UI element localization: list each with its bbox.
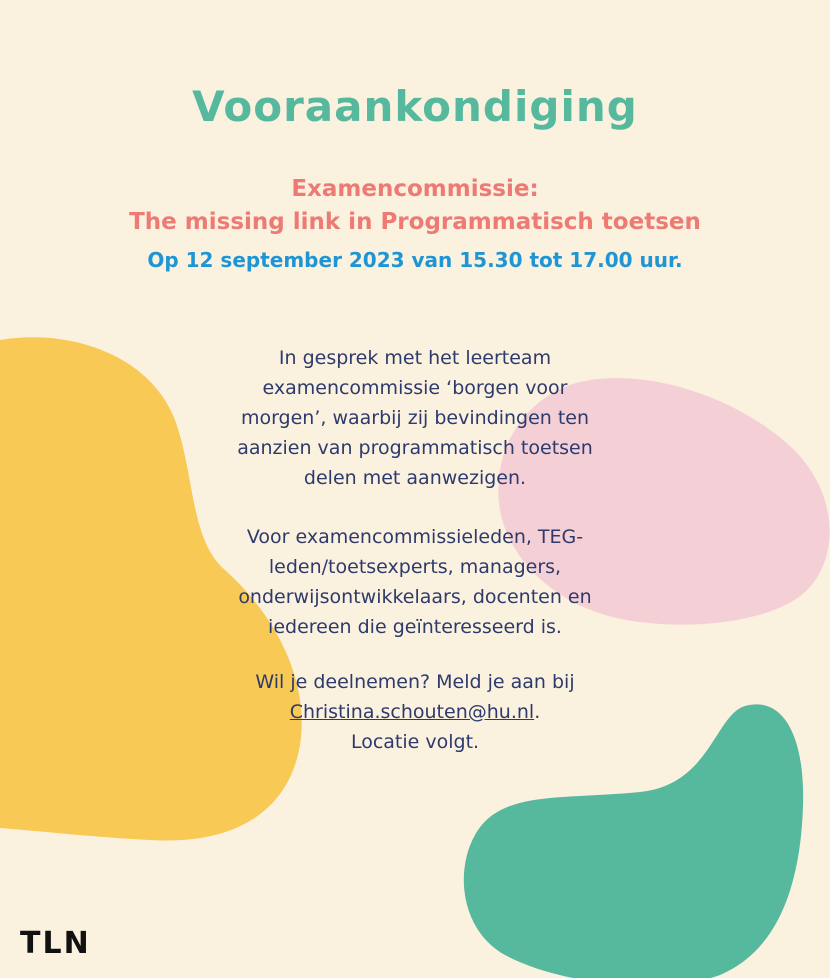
- page-title: Vooraankondiging: [192, 82, 638, 131]
- paragraph-2-line: onderwijsontwikkelaars, docenten en: [238, 586, 592, 608]
- location-line: Locatie volgt.: [350, 731, 480, 753]
- tln-logo: TLN: [20, 926, 91, 961]
- signup-line: Wil je deelnemen? Meld je aan bij: [255, 671, 575, 693]
- paragraph-1-line: morgen’, waarbij zij bevindingen ten: [240, 407, 590, 429]
- paragraph-1-line: examencommissie ‘borgen voor: [262, 377, 568, 399]
- paragraph-2-line: Voor examencommissieleden, TEG-: [246, 526, 584, 548]
- paragraph-1-line: aanzien van programmatisch toetsen: [237, 437, 593, 459]
- paragraph-2-line: iedereen die geïnteresseerd is.: [268, 616, 562, 638]
- email-suffix: .: [534, 701, 541, 723]
- email-link[interactable]: Christina.schouten@hu.nl: [289, 701, 535, 723]
- event-date: Op 12 september 2023 van 15.30 tot 17.00 uur.: [147, 248, 683, 272]
- subtitle-line-2: The missing link in Programmatisch toetsen: [129, 209, 701, 235]
- subtitle-line-1: Examencommissie:: [291, 176, 539, 202]
- email-line: [0, 703, 830, 722]
- paragraph-1-line: delen met aanwezigen.: [303, 467, 527, 489]
- paragraph-1-line: In gesprek met het leerteam: [278, 347, 552, 369]
- paragraph-2-line: leden/toetsexperts, managers,: [268, 556, 562, 578]
